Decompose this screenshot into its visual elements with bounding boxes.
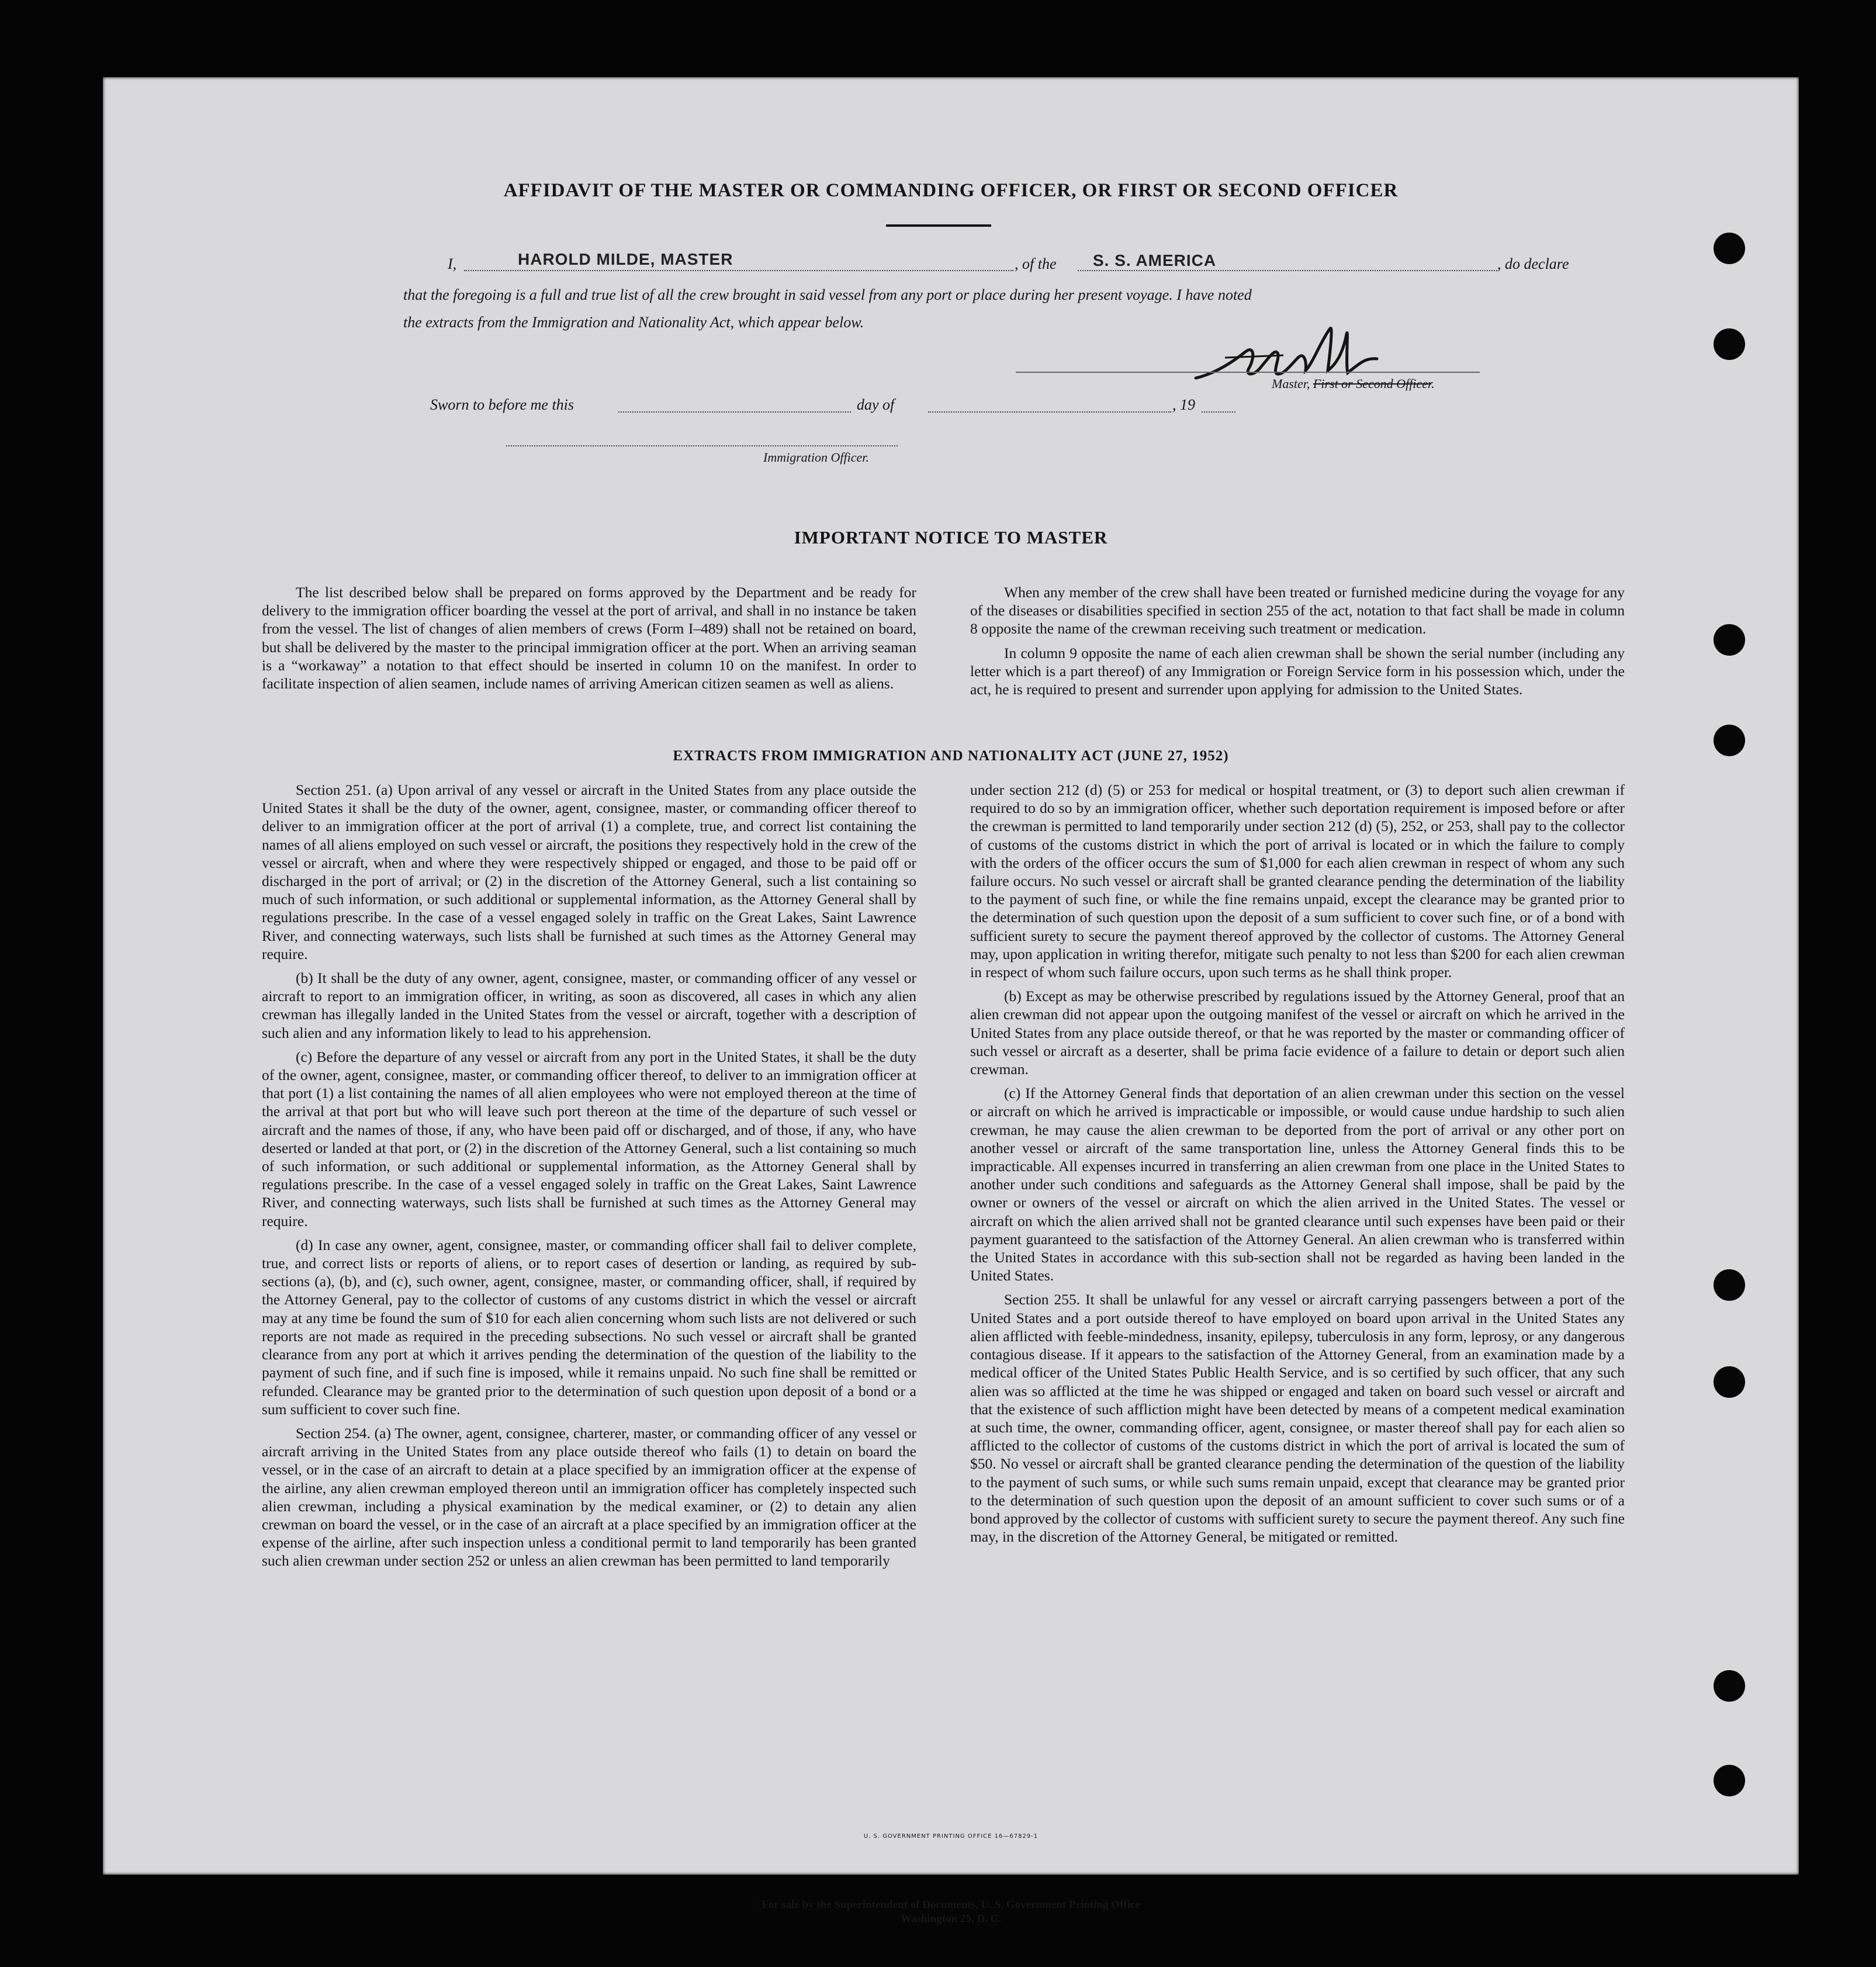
punch-hole [1714,233,1745,264]
declaration-line-2: that the foregoing is a full and true list of all the crew brought in said vessel from any port or place during her present voyage. I have noted [403,286,1252,303]
punch-hole [1714,1670,1745,1702]
signature-caption-end: . [1431,376,1435,391]
notice-right-column [970,583,1625,704]
notice-paragraph: In column 9 opposite the name of each alien crewman shall be shown the serial number (including any letter which is a part thereof) of any Immigration or Foreign Service form in his possession which, under the act, he is required to present and surrender upon applying for admission to the United States. [970,644,1625,698]
document-page [103,77,1799,1925]
print-code: U. S. GOVERNMENT PRINTING OFFICE 16—67829-1 [863,1833,1039,1840]
immigration-officer-caption: Immigration Officer. [763,450,869,465]
section-251-d: (d) In case any owner, agent, consignee, master, or commanding officer shall fail to deliver complete, true, and correct lists or reports of aliens, or to report cases of desertion or landing, as required by sub-sections (a), (b), and (c), such owner, agent, consignee, master, or commanding officer, shall, if required by the Attorney General, pay to the collector of customs of any customs district in which the vessel or aircraft may at any time be found the sum of $10 for each alien concerning whom such lists are not delivered or such reports are not made as required in the preceding subsections. No such vessel or aircraft shall be granted clearance from any port at which it arrives pending the determination of the question of the liability to the payment of such fine, and if such fine is imposed, while it remains unpaid. No such fine shall be remitted or refunded. Clearance may be granted prior to the determination of such question upon deposit of a bond or a sum sufficient to cover such fine. [262,1236,916,1418]
vessel-fill-line [1078,270,1497,271]
notice-paragraph: The list described below shall be prepared on forms approved by the Department and be ready for delivery to the immigration officer boarding the vessel at the port of arrival, and shall in no instance be taken from the vessel. The list of changes of alien members of crews (Form I–489) shall not be retained on board, but shall be delivered by the master to the principal immigration officer at the port. When an arriving seaman is a “workaway” a notation to that effect should be inserted in column 10 on the manifest. In order to facilitate inspection of alien seamen, include names of arriving American citizen seamen as well as aliens. [262,584,916,692]
sworn-month-fill [928,411,1171,413]
do-declare-label: , do declare [1497,255,1569,272]
declaration-line-3: the extracts from the Immigration and Nationality Act, which appear below. [403,314,864,331]
affidavit-title: AFFIDAVIT OF THE MASTER OR COMMANDING OFFICER, OR FIRST OR SECOND OFFICER [503,180,1399,201]
section-255: Section 255. It shall be unlawful for any vessel or aircraft carrying passengers between a port of the United States and a port outside thereof to have employed on board upon arrival in the United States any alien afflicted with feeble-mindedness, insanity, epilepsy, tuberculosis in any form, leprosy, or any dangerous contagious disease. If it appears to the satisfaction of the Attorney General, from an examination made by a medical officer of the United States Public Health Service, and is so certified by such officer, that any such alien was so afflicted at the time he was shipped or engaged and taken on board such vessel or aircraft and that the existence of such affliction might have been detected by means of a competent medical examination at such time, the owner, commanding officer, agent, consignee, or master thereof shall pay for each alien so afflicted to the collector of customs of the customs district in which the port of arrival is located the sum of $50. No vessel or aircraft shall be granted clearance pending the determination of the question of the liability to the payment of such sums, or while such sums remain unpaid, except that clearance may be granted prior to the determination of such question upon the deposit of an amount sufficient to cover such sums or of a bond approved by the collector of customs with sufficient surety to secure the payment thereof. Any such fine may, in the discretion of the Attorney General, be mitigated or remitted. [970,1291,1625,1546]
of-the-label: , of the [1015,255,1057,272]
sworn-year-fill [1202,411,1235,413]
vessel-name: S. S. AMERICA [1093,251,1217,269]
sworn-label: Sworn to before me this [430,396,574,413]
notice-title: IMPORTANT NOTICE TO MASTER [794,527,1108,548]
extracts-title: EXTRACTS FROM IMMIGRATION AND NATIONALITY ACT (JUNE 27, 1952) [673,748,1229,764]
year-label: , 19 [1172,396,1195,413]
punch-hole [1714,1366,1745,1398]
signature-caption-struck: First or Second Officer [1313,376,1432,391]
punch-hole [1714,1765,1745,1796]
punch-hole [1714,1269,1745,1301]
section-251-c: (c) Before the departure of any vessel or aircraft from any port in the United States, it shall be the duty of the owner, agent, consignee, master, or commanding officer thereof, to deliver to an immigration officer at that port (1) a list containing the names of all alien employees who were not employed thereon at the time of the arrival at that port but who will leave such port thereon at the time of the departure of such vessel or aircraft and the names of those, if any, who have been paid off or discharged, and of those, if any, who have deserted or landed at that port, or (2) in the discretion of the Attorney General, such a list containing so much of such information, or such additional or supplemental information, as the Attorney General shall by regulations prescribe. In the case of a vessel engaged solely in traffic on the Great Lakes, Saint Lawrence River, and connecting waterways, such lists shall be furnished at such times as the Attorney General may require. [262,1048,916,1230]
name-fill-line [464,270,1013,271]
section-254-b: (b) Except as may be otherwise prescribed by regulations issued by the Attorney General, proof that an alien crewman did not appear upon the outgoing manifest of the vessel or aircraft on which he arrived in the United States from any place outside thereof, or that he was reported by the master or commanding officer of such vessel or aircraft as a deserter, shall be prima facie evidence of a failure to detain or deport such alien crewman. [970,988,1625,1078]
signature-line [1016,372,1480,373]
footer-line-2: Washington 25, D. C. [900,1913,1002,1925]
sworn-day-fill [618,411,851,413]
section-254-c: (c) If the Attorney General finds that deportation of an alien crewman under this section on the vessel or aircraft on which he arrived is impracticable or impossible, or would cause undue hardship to such alien crewman, he may cause the alien crewman to be deported from the port of arrival or any other port on another vessel or aircraft of the same transportation line, unless the Attorney General finds this to be impracticable. All expenses incurred in transferring an alien crewman from one place in the United States to another under such conditions and safeguards as the Attorney General shall impose, shall be paid by the owner or owners of the vessel or aircraft on which the alien arrived in the United States. The vessel or aircraft on which the alien arrived shall not be granted clearance until such expenses have been paid or their payment guaranteed to the satisfaction of the Attorney General. An alien crewman who is transferred within the United States in accordance with this sub-section shall not be regarded as having been landed in the United States. [970,1085,1625,1284]
notice-paragraph: When any member of the crew shall have been treated or furnished medicine during the voyage for any of the diseases or disabilities specified in section 255 of the act, notation to that fact shall be made in column 8 opposite the name of the crewman receiving such treatment or medication. [970,584,1625,638]
day-of-label: day of [857,396,895,413]
punch-hole [1714,328,1745,360]
punch-hole [1714,624,1745,656]
section-251-b: (b) It shall be the duty of any owner, agent, consignee, master, or commanding officer of any vessel or aircraft to report to an immigration officer, in writing, as soon as discovered, all cases in which any alien crewman has illegally landed in the United States from the vessel or aircraft, together with a description of such alien and any information likely to lead to his apprehension. [262,969,916,1041]
extracts-left-column [262,781,916,1576]
notice-left-column [262,583,916,698]
immigration-officer-line [506,445,898,446]
section-251-a: Section 251. (a) Upon arrival of any vessel or aircraft in the United States from any place outside the United States it shall be the duty of the owner, agent, consignee, master, or commanding officer thereof to deliver to an immigration officer at the port of arrival (1) a complete, true, and correct list containing the names of all aliens employed on such vessel or aircraft, the positions they respectively hold in the crew of the vessel or aircraft, when and where they were respectively shipped or engaged, and those to be paid off or discharged in the port of arrival; or (2) in the discretion of the Attorney General, such a list containing so much of such information, or such additional or supplemental information, as the Attorney General shall by regulations prescribe. In the case of a vessel engaged solely in traffic on the Great Lakes, Saint Lawrence River, and connecting waterways, such lists shall be furnished at such times as the Attorney General may require. [262,781,916,962]
section-254-a: Section 254. (a) The owner, agent, consignee, charterer, master, or commanding officer of any vessel or aircraft arriving in the United States from any place outside thereof who fails (1) to detain on board the vessel, or in the case of an aircraft to detain at a place specified by an immigration officer at the expense of the airline, any alien crewman employed thereon until an immigration officer has completely inspected such alien crewman, including a physical examination by the medical examiner, or (2) to detain any alien crewman on board the vessel, or in the case of an aircraft at a place specified by an immigration officer at the expense of the airline, after such inspection unless a conditional permit to land temporarily has been granted such alien crewman under section 252 or unless an alien crewman has been permitted to land temporarily [262,1424,916,1570]
master-name: HAROLD MILDE, MASTER [518,250,733,268]
footer-line-1: For sale by the Superintendent of Documents, U. S. Government Printing Office [762,1899,1140,1911]
section-254-a-continued: under section 212 (d) (5) or 253 for medical or hospital treatment, or (3) to deport such alien crewman if required to do so by an immigration officer, whether such deportation requirement is imposed before or after the crewman is permitted to land temporarily under section 212 (d) (5), 252, or 253, shall pay to the collector of customs of the customs district in which the port of arrival is located or in which the failure to comply with the orders of the officer occurs the sum of $1,000 for each alien crewman in respect of whom any such failure occurs. No such vessel or aircraft shall be granted clearance pending the determination of the liability to the payment of such fine, or while the fine remains unpaid, except the clearance may be granted prior to the determination of such question upon the deposit of a sum sufficient to cover such fine, or of a bond with sufficient surety to secure the payment thereof approved by the collector of customs. The Attorney General may, upon application in writing therefor, mitigate such penalty to not less than $200 for each alien crewman in respect of whom such failure occurs, upon such terms as he shall think proper. [970,781,1625,981]
signature-caption-master: Master, [1272,376,1313,391]
extracts-right-column [970,781,1625,1552]
signature-caption [1272,376,1435,392]
footer-sale-notice [103,1898,1799,1926]
declaration-prefix: I, [448,255,457,272]
title-rule [886,224,991,227]
